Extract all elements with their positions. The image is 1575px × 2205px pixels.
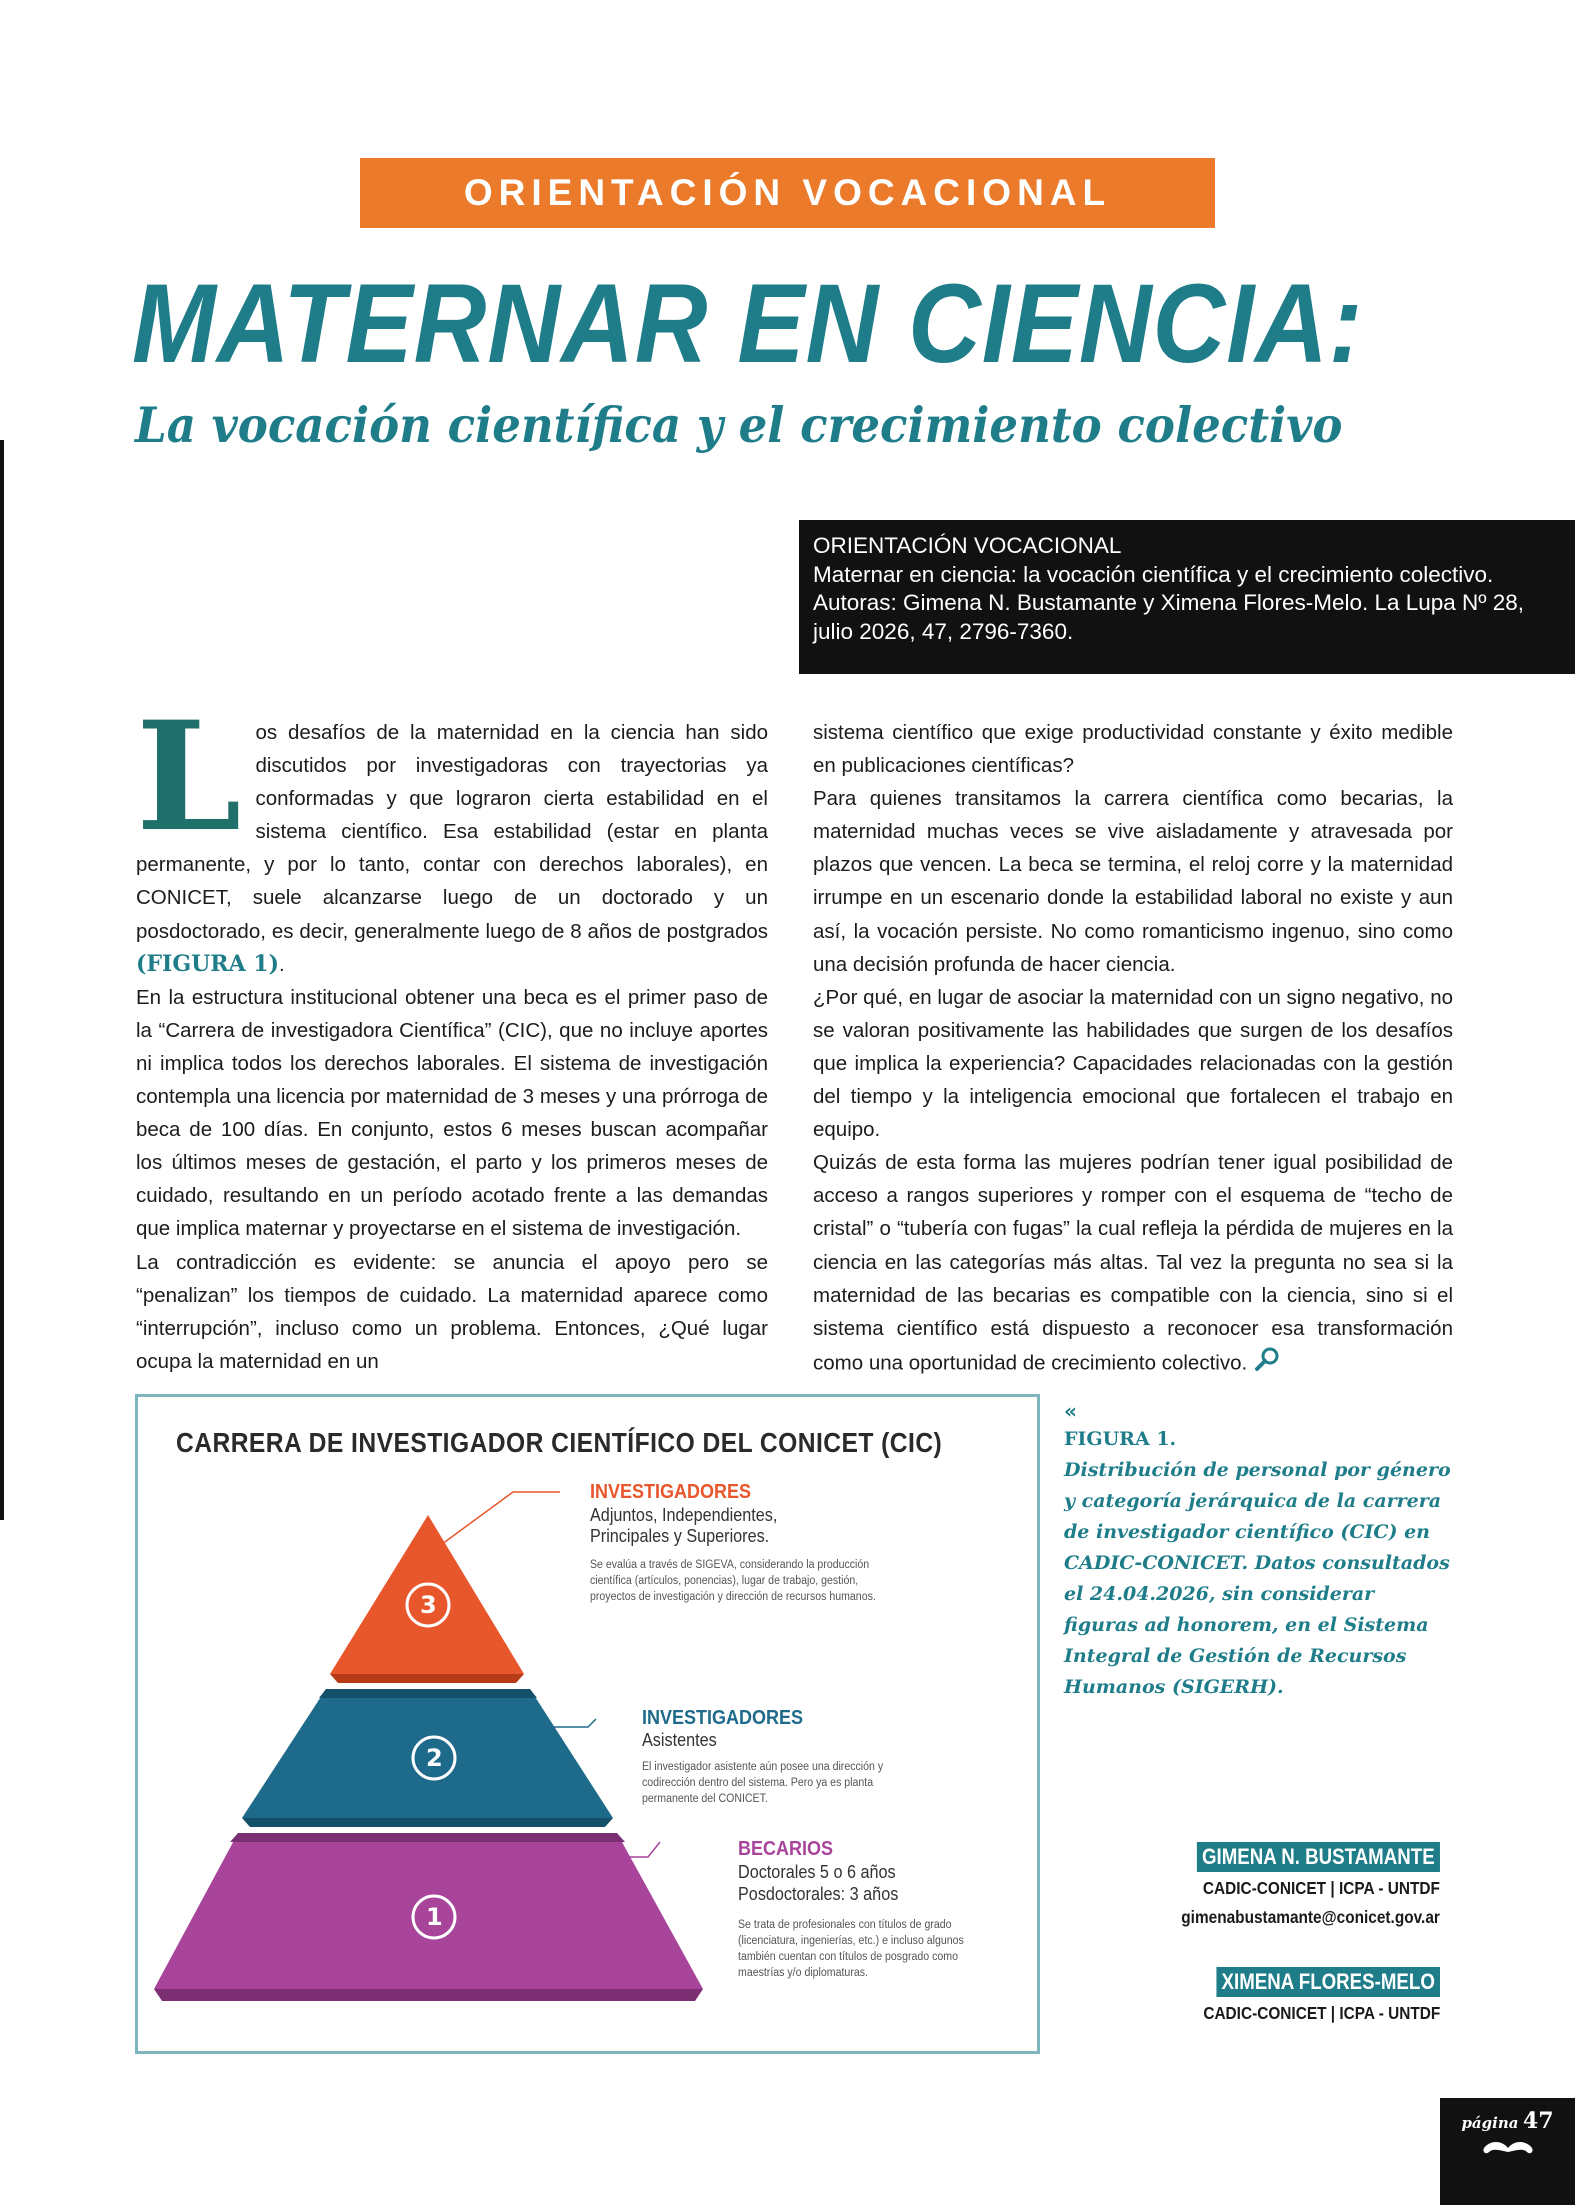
figure-caption — [1064, 1399, 1454, 1703]
section-label: ORIENTACIÓN VOCACIONAL — [463, 172, 1112, 213]
body-column-left — [136, 689, 768, 1378]
paragraph-1-end: . — [279, 952, 285, 976]
author-name-2: XIMENA FLORES-MELO — [1216, 1967, 1440, 1997]
paragraph-7 — [813, 1146, 1453, 1383]
caption-label: FIGURA 1. — [1064, 1428, 1177, 1450]
citation-box — [799, 520, 1575, 674]
page-number: 47 — [1522, 2108, 1554, 2134]
section-banner — [360, 158, 1215, 228]
paragraph-7-text: Quizás de esta forma las mujeres podrían tener igual posibilidad de acceso a rangos superiores y romper con el esquema de “techo de cristal” o “tubería con fugas” la cual refleja la pérdida de mujeres en la ciencia en las categorías más altas. Tal vez la pregunta no sea si la maternidad de las becarias es compatible con la ciencia, sino si el sistema científico está dispuesto a reconocer esa transformación como una oportunidad de crecimiento colectivo. — [813, 1151, 1453, 1375]
tier-1-subtitle-2: Posdoctorales: 3 años — [738, 1884, 899, 1904]
author-name-1: GIMENA N. BUSTAMANTE — [1197, 1842, 1440, 1872]
paragraph-5: Para quienes transitamos la carrera científica como becarias, la maternidad muchas veces se vive aisladamente y atravesada por plazos que vencen. La beca se termina, el reloj corre y la maternidad irrumpe en un escenario donde la estabilidad laboral no existe y aun así, la vocación persiste. No como romanticismo ingenuo, sino como una decisión profunda de hacer ciencia. — [813, 787, 1453, 976]
tier-3-description: Se evalúa a través de SIGEVA, considerando la producción científica (artículos, ponencias), lugar de trabajo, gestión, proyectos de investigación y dirección de recursos humanos. — [590, 1559, 876, 1603]
paragraph-1-text: os desafíos de la maternidad en la ciencia han sido discutidos por investigadoras con trayectorias ya conformadas y que lograron cierta estabilidad en el sistema científico. Esa estabilidad (estar en planta permanente, y por lo tanto, contar con derechos laborales), en CONICET, suele alcanzarse luego de un doctorado y un posdoctorado, es decir, generalmente luego de 8 años de postgrados — [136, 721, 768, 943]
caption-quote-mark: « — [1064, 1399, 1077, 1423]
figure-1 — [135, 1394, 1040, 2054]
tier-3-subtitle-2: Principales y Superiores. — [590, 1526, 770, 1546]
article-subtitle: La vocación científica y el crecimiento colectivo — [135, 396, 1343, 454]
page-label: página — [1461, 2114, 1519, 2132]
author-affiliation-2: CADIC-CONICET | ICPA - UNTDF — [1202, 2003, 1440, 2023]
paragraph-1 — [136, 689, 768, 981]
tier-3-subtitle-1: Adjuntos, Independientes, — [590, 1505, 778, 1525]
tier-2-title: INVESTIGADORES — [642, 1707, 804, 1729]
citation-heading: ORIENTACIÓN VOCACIONAL — [813, 533, 1122, 558]
magnifier-icon — [1253, 1345, 1281, 1383]
tier-2-number: 2 — [426, 1744, 443, 1772]
article-title: MATERNAR EN CIENCIA: — [132, 261, 1364, 386]
paragraph-4: sistema científico que exige productividad constante y éxito medible en publicaciones científicas? — [813, 721, 1453, 778]
citation-text: Maternar en ciencia: la vocación científica y el crecimiento colectivo. Autoras: Gimena N. Bustamante y Ximena Flores-Melo. La Lupa Nº 28, julio 2026, 47, 2796-7360. — [813, 561, 1525, 644]
author-block-2 — [1171, 1967, 1440, 2024]
figure-title: CARRERA DE INVESTIGADOR CIENTÍFICO DEL CONICET (CIC) — [176, 1427, 943, 1458]
tier-3-title: INVESTIGADORES — [590, 1481, 752, 1503]
paragraph-3: La contradicción es evidente: se anuncia el apoyo pero se “penalizan” los tiempos de cuidado. La maternidad aparece como “interrupción”, incluso como un problema. Entonces, ¿Qué lugar ocupa la maternidad en un — [136, 1250, 768, 1373]
author-email-1[interactable]: gimenabustamante@conicet.gov.ar — [1181, 1907, 1440, 1927]
author-affiliation-1: CADIC-CONICET | ICPA - UNTDF — [1202, 1878, 1440, 1898]
tier-1-description: Se trata de profesionales con títulos de grado (licenciatura, ingenierías, etc.) e incluso algunos también cuentan con títulos de posgrado como maestrías y/o diplomaturas. — [738, 1919, 964, 1979]
body-column-right — [813, 716, 1453, 1383]
paragraph-2: En la estructura institucional obtener una beca es el primer paso de la “Carrera de investigadora Científica” (CIC), que no incluye aportes ni implica todos los derechos laborales. El sistema de investigación contempla una licencia por maternidad de 3 meses y una prórroga de beca de 100 días. En conjunto, estos 6 meses buscan acompañar los últimos meses de gestación, el parto y los primeros meses de cuidado, resultando en un período acotado frente a las demandas que implica maternar y proyectarse en el sistema de investigación. — [136, 985, 768, 1241]
drop-cap: L — [136, 689, 242, 865]
tier-2-description: El investigador asistente aún posee una dirección y codirección dentro del sistema. Pero ya es planta permanente del CONICET. — [642, 1761, 884, 1805]
pyramid-tier-3 — [330, 1492, 560, 1683]
author-block-1 — [1146, 1842, 1440, 1928]
tier-1-subtitle-1: Doctorales 5 o 6 años — [738, 1862, 896, 1882]
tier-2-subtitle-1: Asistentes — [642, 1730, 717, 1750]
figure-reference-link[interactable]: (FIGURA 1) — [136, 950, 280, 977]
page-edge-mark — [0, 440, 4, 1520]
caption-text: Distribución de personal por género y categoría jerárquica de la carrera de investigador científico (CIC) en CADIC-CONICET. Datos consultados el 24.04.2026, sin considerar figuras ad honorem, en el Sistema Integral de Gestión de Recursos Humanos (SIGERH). — [1064, 1459, 1451, 1698]
mustache-icon — [1440, 2138, 1575, 2165]
page-number-tab — [1440, 2098, 1575, 2205]
paragraph-6: ¿Por qué, en lugar de asociar la maternidad con un signo negativo, no se valoran positivamente las habilidades que surgen de los desafíos que implica la experiencia? Capacidades relacionadas con la gestión del tiempo y la inteligencia emocional que fortalecen el trabajo en equipo. — [813, 985, 1453, 1142]
tier-1-number: 1 — [426, 1903, 443, 1931]
tier-3-number: 3 — [420, 1591, 437, 1619]
tier-1-title: BECARIOS — [738, 1838, 834, 1860]
